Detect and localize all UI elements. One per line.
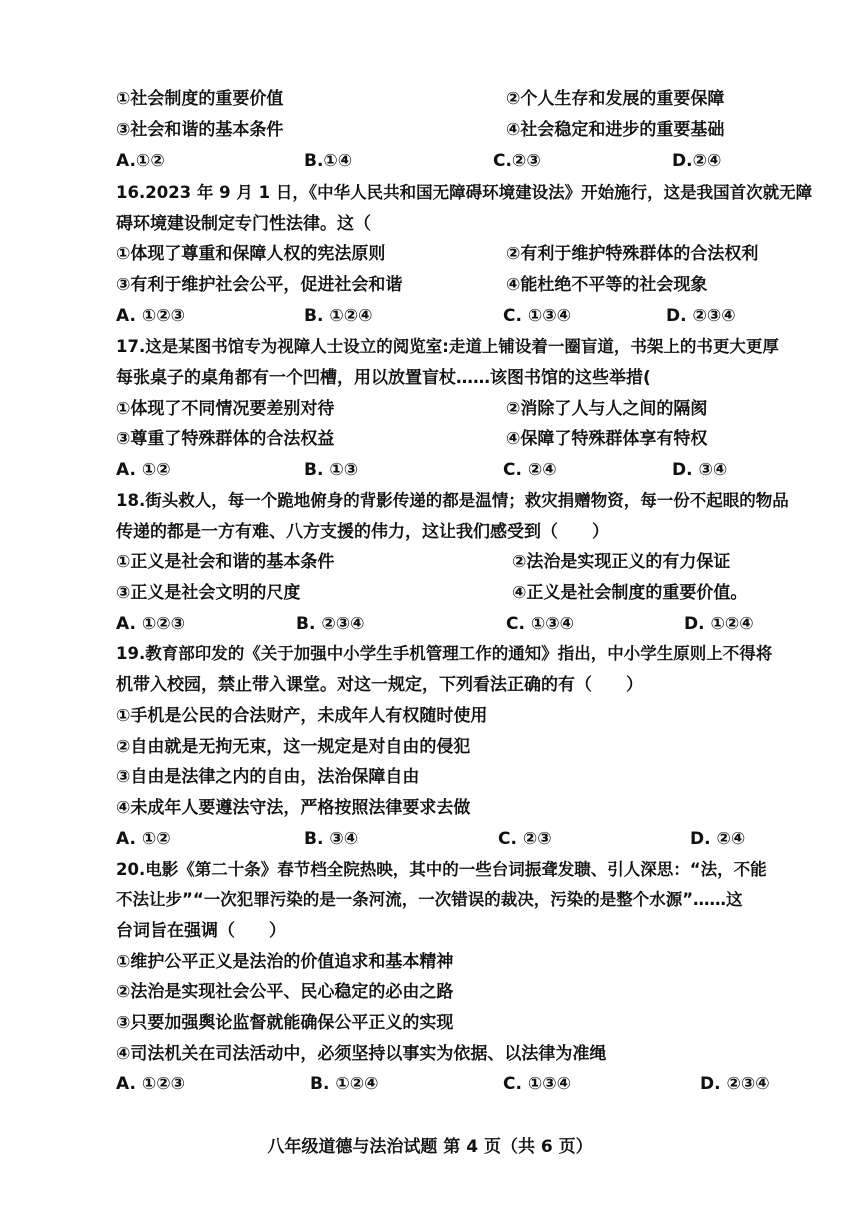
q17-option-b: B. ①③	[304, 460, 359, 480]
q15-item-2: ②个人生存和发展的重要保障	[506, 89, 725, 109]
q16-option-d: D. ②③④	[666, 306, 736, 326]
q15-option-a: A.①②	[116, 151, 165, 171]
q17-item-2: ②消除了人与人之间的隔阂	[506, 399, 708, 419]
q19-option-d: D. ②④	[690, 829, 746, 849]
q18-option-b: B. ②③④	[296, 614, 365, 634]
q20-option-d: D. ②③④	[700, 1074, 770, 1094]
q19-option-c: C. ②③	[498, 829, 552, 849]
q16-item-3: ③有利于维护社会公平，促进社会和谐	[116, 275, 403, 295]
q16-item-1: ①体现了尊重和保障人权的宪法原则	[116, 244, 386, 264]
q18-option-a: A. ①②③	[116, 614, 186, 634]
q19-option-b: B. ③④	[304, 829, 359, 849]
q20-option-a: A. ①②③	[116, 1074, 186, 1094]
q15-item-4: ④社会稳定和进步的重要基础	[506, 120, 725, 140]
q20-stem-line-3: 台词旨在强调（ ）	[116, 921, 286, 941]
q16-item-4: ④能杜绝不平等的社会现象	[506, 275, 708, 295]
q20-item-4: ④司法机关在司法活动中，必须坚持以事实为依据、以法律为准绳	[116, 1044, 607, 1064]
q20-stem-line-1: 20.电影《第二十条》春节档全院热映，其中的一些台词振聋发聩、引人深思：“法，不能	[116, 860, 767, 879]
q18-item-4: ④正义是社会制度的重要价值。	[512, 583, 748, 603]
q20-item-1: ①维护公平正义是法治的价值追求和基本精神	[116, 952, 454, 972]
q17-stem-line-1: 17.这是某图书馆专为视障人士设立的阅览室:走道上铺设着一圈盲道，书架上的书更大更厚	[116, 337, 779, 356]
q17-option-a: A. ①②	[116, 460, 171, 480]
q17-stem-line-2: 每张桌子的桌角都有一个凹槽，用以放置盲杖……该图书馆的这些举措(	[116, 368, 651, 388]
q17-item-4: ④保障了特殊群体享有特权	[506, 429, 708, 449]
q19-stem-line-1: 19.教育部印发的《关于加强中小学生手机管理工作的通知》指出，中小学生原则上不得将	[116, 644, 773, 663]
q18-item-2: ②法治是实现正义的有力保证	[512, 552, 731, 572]
q15-option-c: C.②③	[493, 151, 541, 171]
q15-option-b: B.①④	[304, 151, 353, 171]
q16-option-c: C. ①③④	[503, 306, 572, 326]
q19-option-a: A. ①②	[116, 829, 171, 849]
q16-option-a: A. ①②③	[116, 306, 186, 326]
q15-option-d: D.②④	[672, 151, 722, 171]
q17-item-1: ①体现了不同情况要差别对待	[116, 399, 335, 419]
q20-item-3: ③只要加强舆论监督就能确保公平正义的实现	[116, 1013, 454, 1033]
q16-option-b: B. ①②④	[304, 306, 373, 326]
q19-item-4: ④未成年人要遵法守法，严格按照法律要求去做	[116, 798, 471, 818]
q18-stem-line-1: 18.街头救人，每一个跪地俯身的背影传递的都是温情；救灾捐赠物资，每一份不起眼的物品	[116, 491, 789, 510]
q16-stem-line-1: 16.2023 年 9 月 1 日，《中华人民共和国无障碍环境建设法》开始施行，这是我国首次就无障	[116, 183, 813, 202]
q17-option-c: C. ②④	[503, 460, 557, 480]
q19-stem-line-2: 机带入校园，禁止带入课堂。对这一规定，下列看法正确的有（ ）	[116, 675, 643, 695]
q20-item-2: ②法治是实现社会公平、民心稳定的必由之路	[116, 982, 454, 1002]
page-footer: 八年级道德与法治试题 第 4 页（共 6 页）	[267, 1137, 593, 1157]
q19-item-2: ②自由就是无拘无束，这一规定是对自由的侵犯	[116, 737, 471, 757]
q17-item-3: ③尊重了特殊群体的合法权益	[116, 429, 335, 449]
q16-item-2: ②有利于维护特殊群体的合法权利	[506, 244, 759, 264]
q20-stem-line-2: 不法让步”“一次犯罪污染的是一条河流，一次错误的裁决，污染的是整个水源”……这	[116, 890, 743, 909]
q18-option-c: C. ①③④	[506, 614, 575, 634]
q18-item-3: ③正义是社会文明的尺度	[116, 583, 301, 603]
q19-item-3: ③自由是法律之内的自由，法治保障自由	[116, 767, 420, 787]
q16-stem-line-2: 碍环境建设制定专门性法律。这（	[116, 214, 371, 234]
q15-item-3: ③社会和谐的基本条件	[116, 120, 284, 140]
q18-option-d: D. ①②④	[684, 614, 754, 634]
q18-stem-line-2: 传递的都是一方有难、八方支援的伟力，这让我们感受到（ ）	[116, 522, 609, 542]
q20-option-c: C. ①③④	[503, 1074, 572, 1094]
q18-item-1: ①正义是社会和谐的基本条件	[116, 552, 335, 572]
q19-item-1: ①手机是公民的合法财产，未成年人有权随时使用	[116, 706, 488, 726]
q20-option-b: B. ①②④	[310, 1074, 379, 1094]
q17-option-d: D. ③④	[672, 460, 728, 480]
q15-item-1: ①社会制度的重要价值	[116, 89, 284, 109]
